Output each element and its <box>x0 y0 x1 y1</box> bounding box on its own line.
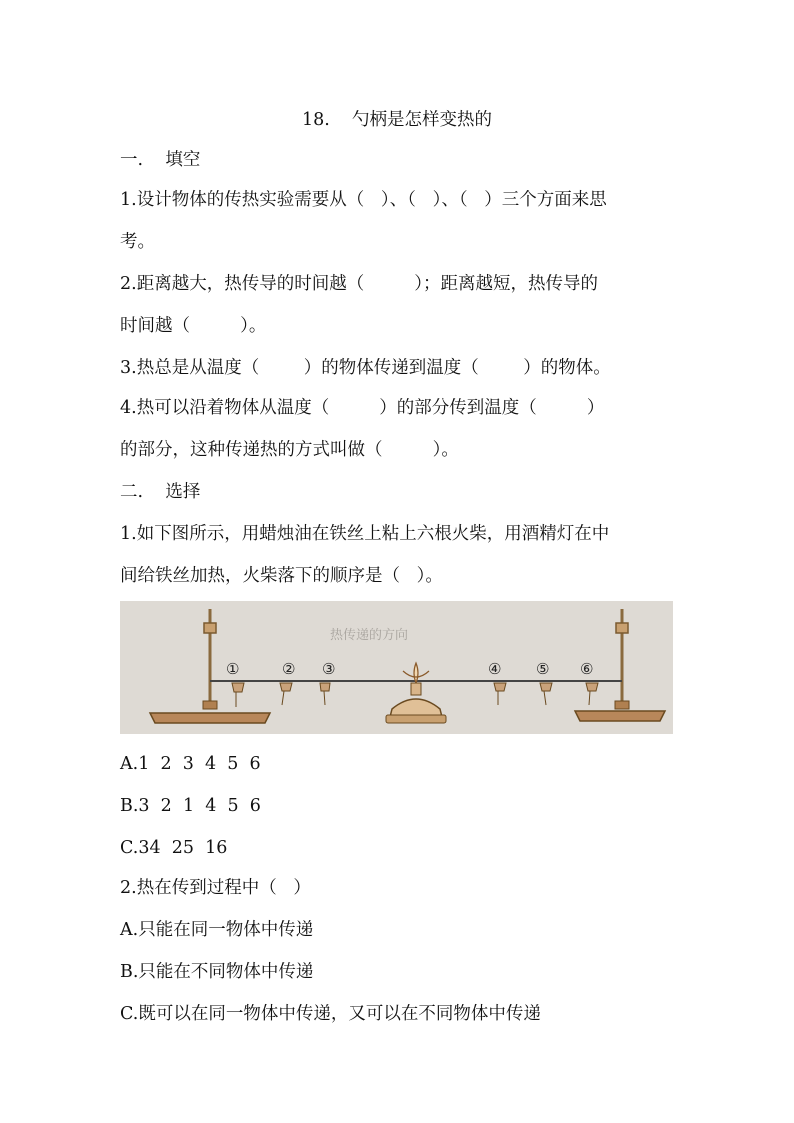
question-1-line-2: 考。 <box>120 232 155 252</box>
section-heading-fill-blank: 一. 填空 <box>120 150 201 170</box>
lamp-flame <box>414 663 418 683</box>
lamp-body <box>390 699 442 717</box>
choice-question-2: 2.热在传到过程中（ ） <box>120 878 311 898</box>
choice-question-1-line-1: 1.如下图所示，用蜡烛油在铁丝上粘上六根火柴，用酒精灯在中 <box>120 524 610 544</box>
lamp-base <box>386 715 446 723</box>
match-5 <box>540 683 552 705</box>
match-4 <box>494 683 506 705</box>
right-foot <box>615 701 629 709</box>
match-2 <box>280 683 292 705</box>
question-4-line-1: 4.热可以沿着物体从温度（ ）的部分传到温度（ ） <box>120 398 605 418</box>
match-6 <box>586 683 598 705</box>
q2-option-a: A.只能在同一物体中传递 <box>120 920 314 940</box>
figure-caption: 热传递的方向 <box>330 628 409 643</box>
option-c: C.34 25 16 <box>120 838 228 858</box>
alcohol-lamp <box>386 663 446 723</box>
match-label-3: ③ <box>322 660 336 678</box>
question-2-line-1: 2.距离越大，热传导的时间越（ ）；距离越短，热传导的 <box>120 274 599 294</box>
option-b: B.3 2 1 4 5 6 <box>120 796 261 816</box>
right-clamp <box>616 623 628 633</box>
match-3 <box>320 683 330 705</box>
right-stand-base <box>575 711 665 721</box>
left-stand-base <box>150 713 270 723</box>
q2-option-b: B.只能在不同物体中传递 <box>120 962 314 982</box>
match-label-6: ⑥ <box>580 660 594 678</box>
question-1-line-1: 1.设计物体的传热实验需要从（ ）、（ ）、（ ）三个方面来思 <box>120 190 607 210</box>
option-a: A.1 2 3 4 5 6 <box>120 754 261 774</box>
question-3-line-1: 3.热总是从温度（ ）的物体传递到温度（ ）的物体。 <box>120 358 611 378</box>
match-label-4: ④ <box>488 660 502 678</box>
match-1 <box>232 683 244 707</box>
match-label-1: ① <box>226 660 240 678</box>
section-heading-choice: 二. 选择 <box>120 482 201 502</box>
q2-option-c: C.既可以在同一物体中传递，又可以在不同物体中传递 <box>120 1004 541 1024</box>
left-clamp <box>204 623 216 633</box>
page-title: 18. 勺柄是怎样变热的 <box>301 110 493 130</box>
left-foot <box>203 701 217 709</box>
choice-question-1-line-2: 间给铁丝加热，火柴落下的顺序是（ ）。 <box>120 566 443 586</box>
match-label-2: ② <box>282 660 296 678</box>
lamp-wick-holder <box>411 683 421 695</box>
figure-illustration <box>120 601 673 734</box>
question-4-line-2: 的部分，这种传递热的方式叫做（ ）。 <box>120 440 459 460</box>
heat-conduction-figure <box>120 601 673 734</box>
match-label-5: ⑤ <box>536 660 550 678</box>
question-2-line-2: 时间越（ ）。 <box>120 316 267 336</box>
